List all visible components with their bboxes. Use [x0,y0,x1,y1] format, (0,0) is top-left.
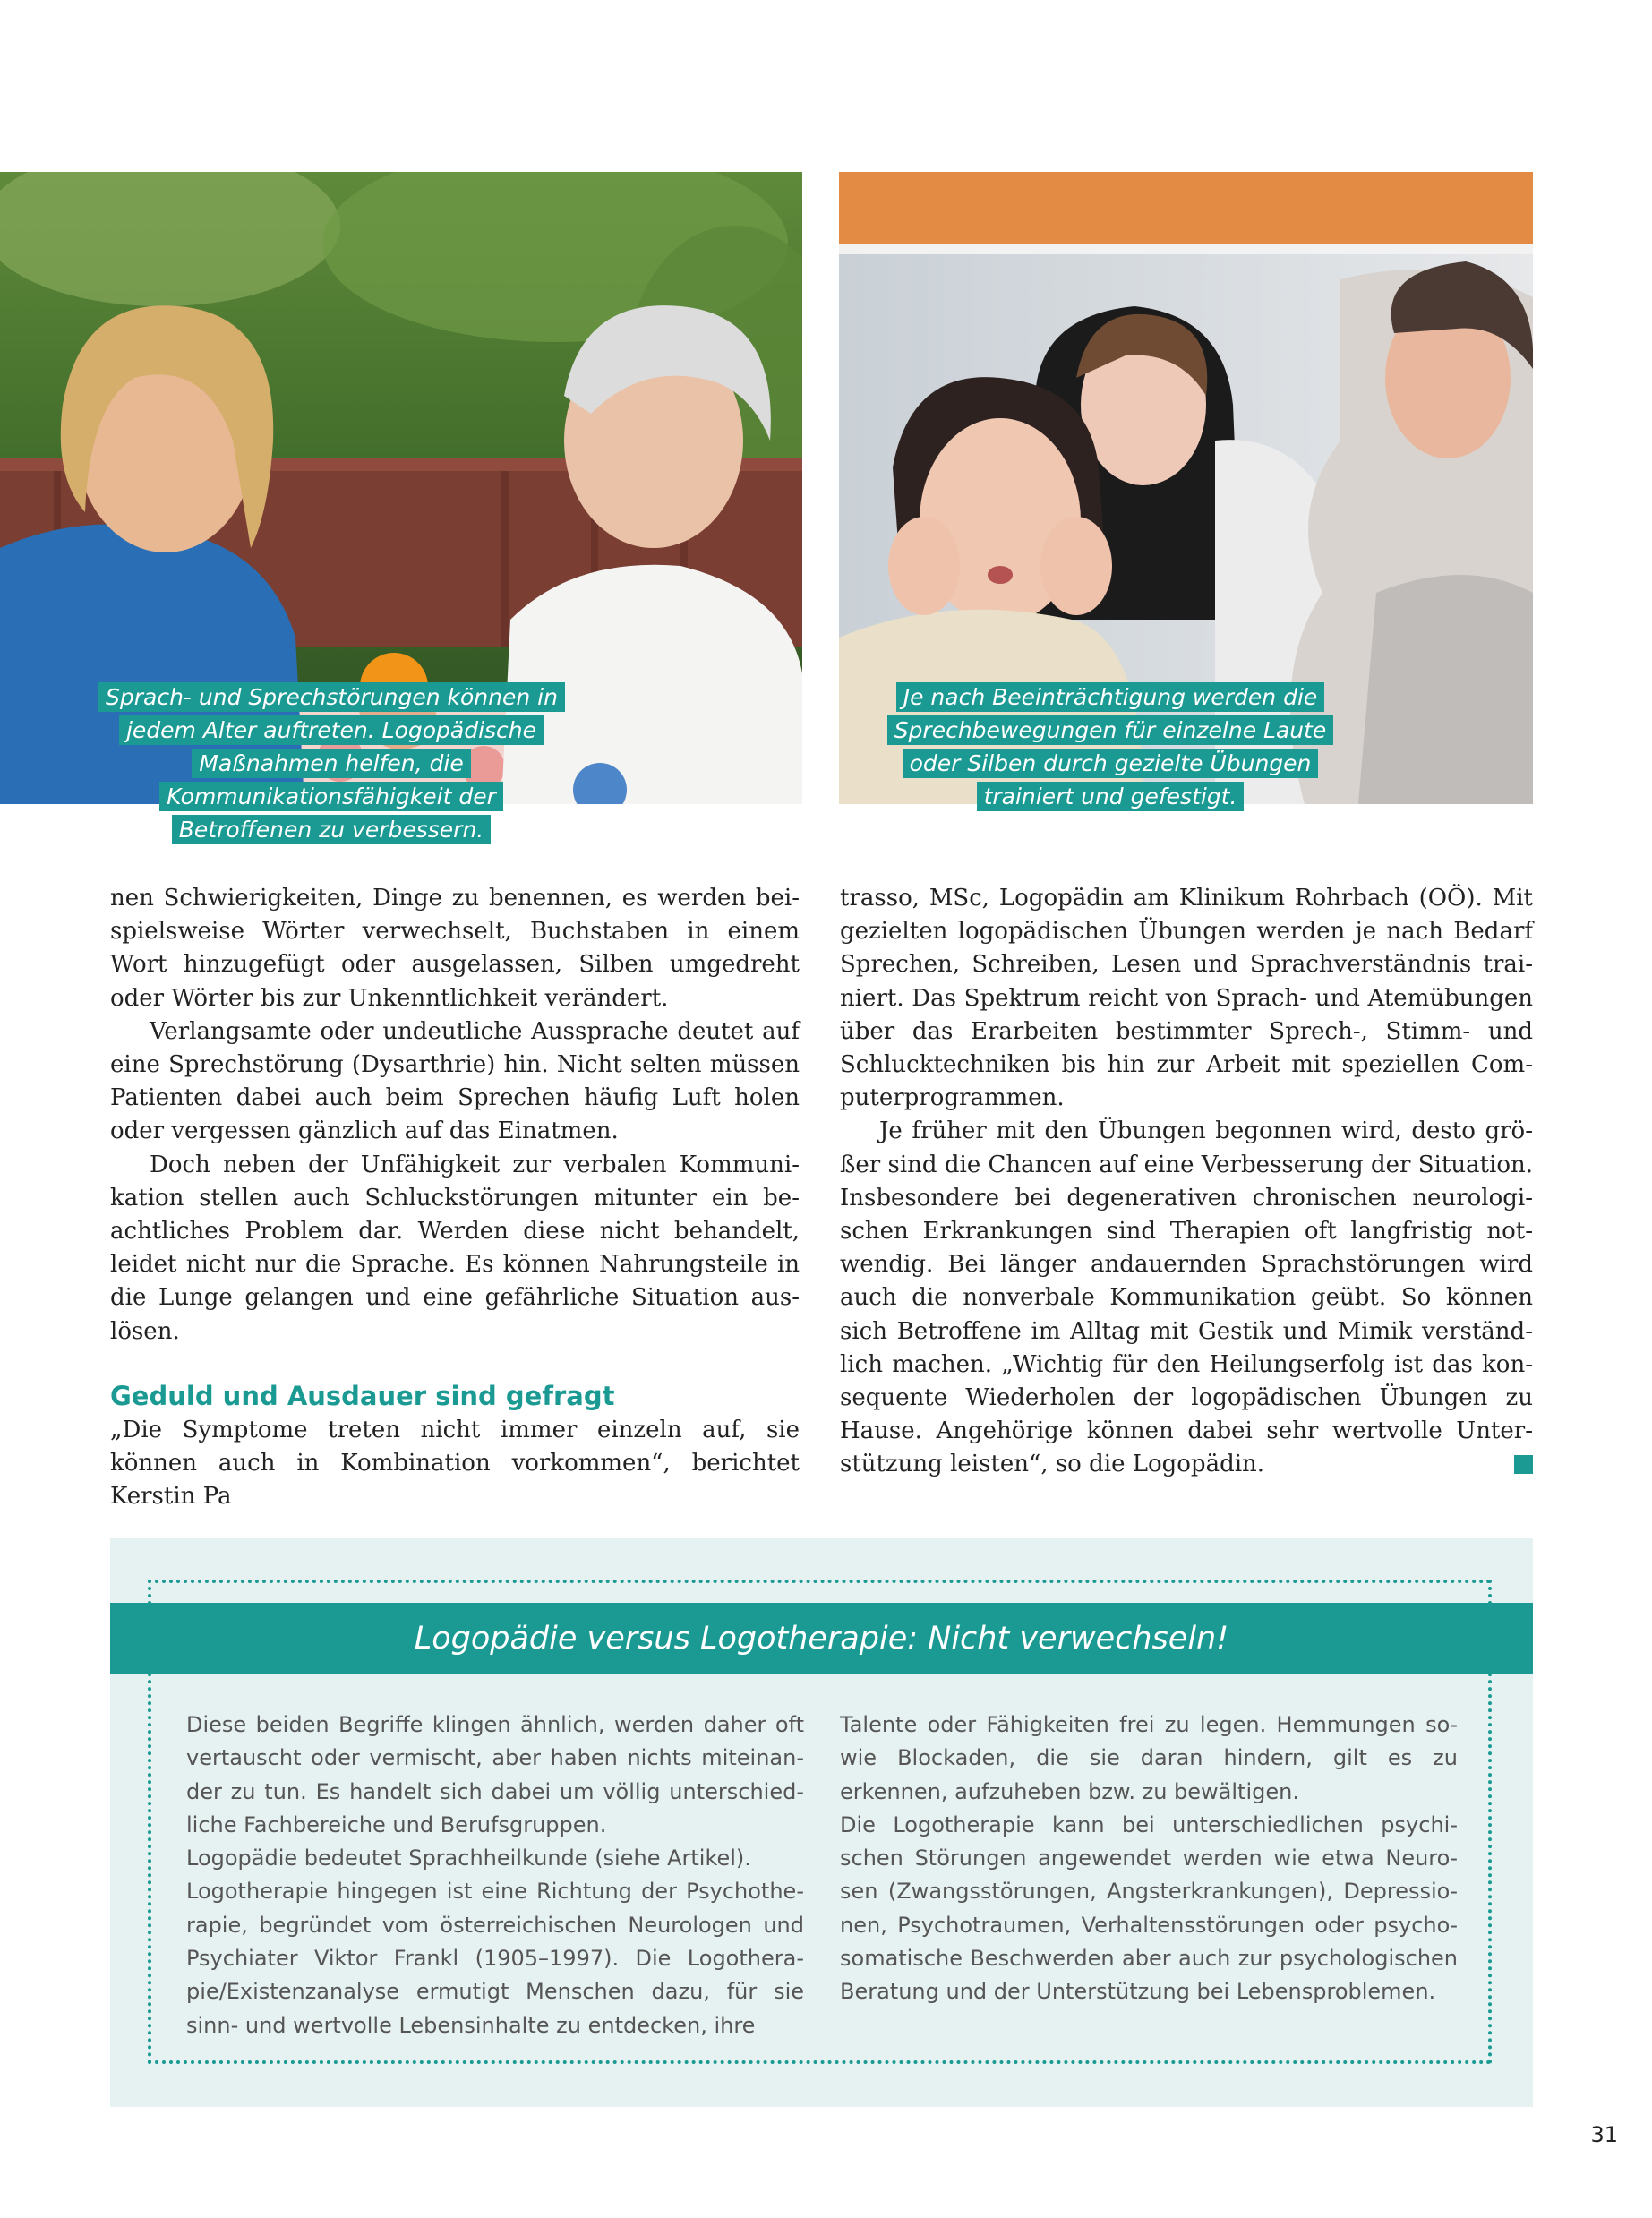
article-paragraph-text: gezielten logopädischen Übungen werden je nach Bedarf Sprechen, Schreiben, Lesen und Sprachverständnis trainiert. Das Spektrum reicht von Sprach- und Atemübungen über das Erarbeiten bestimmter Sprech-, Stimm- und Schlucktechniken bis hin zur Arbeit mit speziellen Computerprogrammen. [840,918,1533,1112]
info-box-column-left [186,1708,804,2042]
article-paragraph: „Die Symptome treten nicht immer einzeln auf, sie können auch in Kombination vorkommen“, berichtet Kerstin Pa [110,1416,800,1511]
article-paragraph: Verlangsamte oder undeutliche Aussprache deutet auf eine Sprechstörung (Dysarthrie) hin. Nicht selten müssen Patienten dabei auch beim Sprechen häufig Luft holen oder vergessen gänzlich auf das Einatmen. [110,1017,800,1145]
photo-caption-left [98,681,564,846]
article-paragraph [840,882,1533,1115]
info-paragraph: Diese beiden Begriffe klingen ähnlich, werden daher oft vertauscht oder vermischt, aber haben nichts miteinander zu tun. Es handelt sich dabei um völlig unterschiedliche Fachbereiche und Berufsgruppen. [186,1712,804,1837]
article-paragraph [840,1115,1533,1481]
article-paragraph: nen Schwierigkeiten, Dinge zu benennen, es werden beispielsweise Wörter verwechselt, Buchstaben in einem Wort hinzugefügt oder ausgelassen, Silben umgedreht oder Wörter bis zur Unkenntlichkeit verändert. [110,885,800,1012]
article-column-left [110,882,800,1513]
info-box-header [110,1603,1533,1674]
info-paragraph: Logopädie bedeutet Sprachheilkunde (siehe Artikel). [186,1845,751,1871]
article-continuation: trasso, MSc, Logopädin am Klinikum Rohrbach (OÖ). Mit [840,885,1533,912]
photo-caption-right-text: Je nach Beeinträchtigung werden die Sprechbewegungen für einzelne Laute oder Silben durch gezielte Übungen trainiert und gefestigt. [887,682,1334,811]
info-paragraph: Die Logotherapie kann bei unterschiedlichen psychischen Störungen angewendet werden wie etwa Neurosen (Zwangsstörungen, Angsterkrankungen), Depressionen, Psychotraumen, Verhaltensstörungen oder psychosomatische Beschwerden aber auch zur psychologischen Beratung und der Unterstützung bei Lebensproblemen. [840,1811,1458,2005]
info-box-column-right [840,1708,1458,2009]
info-box-title: Logopädie versus Logotherapie: Nicht verwechseln! [414,1621,1229,1657]
photo-caption-left-text: Sprach- und Sprechstörungen können in jedem Alter auftreten. Logopädische Maßnahmen helfen, die Kommunikationsfähigkeit der Betroffenen zu verbessern. [98,682,565,844]
info-box [110,1538,1533,2107]
info-paragraph: Talente oder Fähigkeiten frei zu legen. Hemmungen sowie Blockaden, die sie daran hindern, gilt es zu erkennen, aufzuheben bzw. zu bewältigen. [840,1712,1458,1804]
article-paragraph-text: Je früher mit den Übungen begonnen wird, desto größer sind die Chancen auf eine Verbesserung der Situation. Insbesondere bei degenerativen chronischen neurologischen Erkrankungen sind Therapien oft langfristig notwendig. Bei länger andauernden Sprachstörungen wird auch die nonverbale Kommunikation geübt. So können sich Betroffene im Alltag mit Gestik und Mimik verständlich machen. „Wichtig für den Heilungserfolg ist das konsequente Wiederholen der logopädischen Übungen zu Hause. Angehörige können dabei sehr wertvolle Unterstützung leisten“, so die Logopädin. [840,1118,1533,1478]
article-subheading: Geduld und Ausdauer sind gefragt [110,1380,615,1411]
article-paragraph: Doch neben der Unfähigkeit zur verbalen Kommunikation stellen auch Schluckstörungen mitunter ein beachtliches Problem dar. Werden diese nicht behandelt, leidet nicht nur die Sprache. Es können Nahrungsteile in die Lunge gelangen und eine gefährliche Situation auslösen. [110,1151,800,1345]
info-paragraph: Logotherapie hingegen ist eine Richtung der Psychotherapie, begründet vom österreichischen Neurologen und Psychiater Viktor Frankl (1905–1997). Die Logotherapie/Existenzanalyse ermutigt Menschen dazu, für sie sinn- und wertvolle Lebensinhalte zu entdecken, ihre [186,1879,804,2038]
article-column-right [840,882,1533,1482]
photo-caption-right [882,681,1339,813]
page-number: 31 [1590,2122,1618,2147]
article-end-mark-icon [1514,1455,1533,1474]
